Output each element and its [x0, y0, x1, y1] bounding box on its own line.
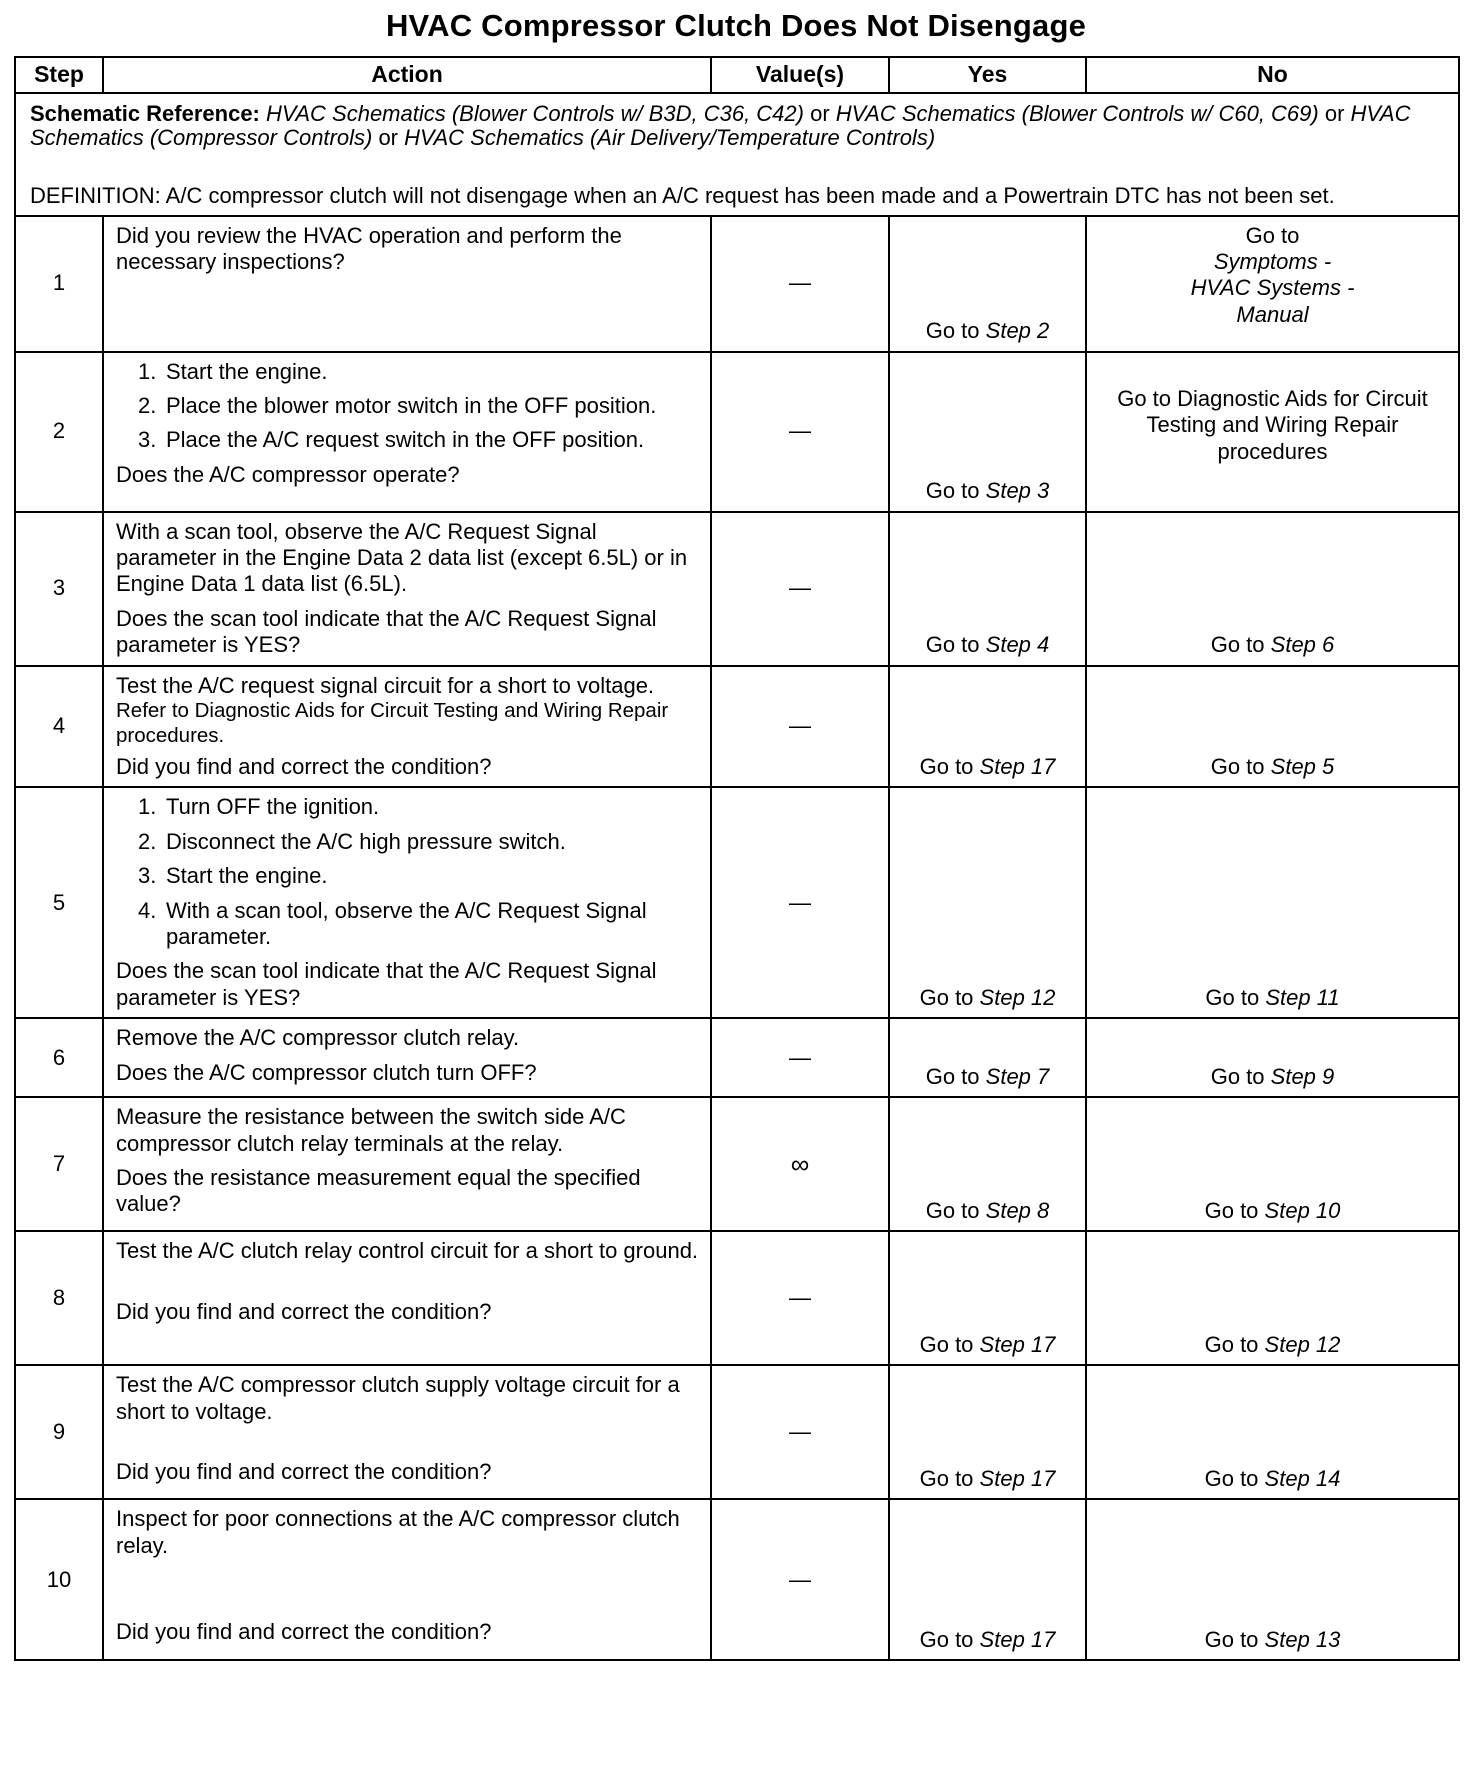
header-values: Value(s)	[711, 57, 889, 93]
no-link-line[interactable]: HVAC Systems -	[1190, 275, 1355, 301]
header-step: Step	[15, 57, 103, 93]
step-number: 5	[15, 787, 103, 1018]
action-step-item: 3. Place the A/C request switch in the OFF position.	[138, 427, 645, 453]
table-row	[15, 352, 1459, 512]
yes-step-link[interactable]: Step 17	[979, 1626, 1056, 1652]
action-text: Test the A/C clutch relay control circuit for a short to ground.	[116, 1238, 699, 1264]
goto-text: Go to	[1210, 1063, 1265, 1089]
action-cell	[103, 1365, 711, 1499]
action-text: Remove the A/C compressor clutch relay.	[116, 1025, 520, 1051]
goto-text: Go to	[925, 632, 980, 658]
action-question: Did you find and correct the condition?	[116, 1298, 492, 1324]
yes-step-link[interactable]: Step 7	[985, 1063, 1050, 1089]
value-cell: —	[711, 216, 889, 352]
table-row	[15, 1365, 1459, 1499]
no-step-link[interactable]: Step 5	[1270, 754, 1335, 780]
no-reference-link[interactable]: Go to Diagnostic Aids for Circuit Testing and Wiring Repair procedures	[1117, 385, 1428, 464]
goto-text: Go to	[1205, 984, 1260, 1010]
action-step-item: 1. Turn OFF the ignition.	[138, 794, 380, 820]
header-row	[15, 57, 1459, 93]
no-cell	[1086, 352, 1459, 512]
yes-cell	[889, 666, 1086, 788]
step-number: 7	[15, 1097, 103, 1231]
schematic-reference	[30, 102, 1446, 150]
goto-text: Go to	[919, 1626, 974, 1652]
header-action: Action	[103, 57, 711, 93]
action-question: Did you review the HVAC operation and perform the necessary inspections?	[116, 222, 622, 274]
action-cell	[103, 1499, 711, 1660]
action-question: Did you find and correct the condition?	[116, 1459, 492, 1484]
step-number: 3	[15, 512, 103, 666]
step-number: 9	[15, 1365, 103, 1499]
value-cell: —	[711, 787, 889, 1018]
schematic-ref-4: HVAC Schematics (Air Delivery/Temperature Controls)	[404, 125, 936, 151]
yes-cell	[889, 512, 1086, 666]
table-row	[15, 216, 1459, 352]
info-row	[15, 93, 1459, 216]
goto-text: Go to	[925, 478, 980, 504]
action-question: Did you find and correct the condition?	[116, 754, 492, 780]
action-cell	[103, 216, 711, 352]
yes-cell	[889, 352, 1086, 512]
goto-text: Go to	[925, 1197, 980, 1223]
goto-text: Go to	[919, 754, 974, 780]
action-step-item: 2. Disconnect the A/C high pressure switch.	[138, 828, 566, 854]
action-cell	[103, 1231, 711, 1365]
schematic-ref-1: HVAC Schematics (Blower Controls w/ B3D, C36, C42)	[266, 101, 804, 126]
goto-text: Go to	[1210, 632, 1265, 658]
no-cell	[1086, 1018, 1459, 1097]
value-cell: —	[711, 1499, 889, 1660]
action-steps	[116, 794, 700, 950]
action-cell	[103, 1018, 711, 1097]
step-number: 4	[15, 666, 103, 788]
goto-text: Go to	[1204, 1465, 1259, 1491]
step-number: 8	[15, 1231, 103, 1365]
action-question: Does the A/C compressor operate?	[116, 461, 460, 487]
value-cell: ∞	[711, 1097, 889, 1231]
action-step-item: 1. Start the engine.	[138, 358, 328, 384]
or-text: or	[378, 125, 398, 151]
no-step-link[interactable]: Step 11	[1265, 984, 1340, 1010]
yes-cell	[889, 216, 1086, 352]
value-cell: —	[711, 1018, 889, 1097]
action-text: Test the A/C compressor clutch supply voltage circuit for a short to voltage.	[116, 1372, 680, 1424]
no-cell	[1086, 216, 1459, 352]
action-question: Did you find and correct the condition?	[116, 1619, 492, 1644]
no-step-link[interactable]: Step 12	[1264, 1331, 1341, 1357]
goto-text: Go to	[919, 984, 974, 1010]
no-step-link[interactable]: Step 13	[1264, 1626, 1341, 1652]
no-cell	[1086, 1231, 1459, 1365]
table-row	[15, 1231, 1459, 1365]
action-steps	[116, 359, 700, 454]
table-row	[15, 1018, 1459, 1097]
yes-step-link[interactable]: Step 2	[985, 318, 1050, 344]
no-cell	[1086, 512, 1459, 666]
schematic-ref-3: HVAC Schematics (Compressor Controls)	[30, 101, 1411, 151]
goto-text: Go to	[1210, 754, 1265, 780]
yes-step-link[interactable]: Step 17	[979, 1331, 1056, 1357]
yes-cell	[889, 1018, 1086, 1097]
no-cell	[1086, 787, 1459, 1018]
goto-text: Go to	[925, 318, 980, 344]
goto-text: Go to	[1204, 1197, 1259, 1223]
table-row	[15, 787, 1459, 1018]
action-step-item: 3. Start the engine.	[138, 863, 328, 889]
no-cell	[1086, 1499, 1459, 1660]
value-cell: —	[711, 1365, 889, 1499]
no-step-link[interactable]: Step 14	[1264, 1465, 1341, 1491]
no-cell	[1086, 1365, 1459, 1499]
schematic-ref-2: HVAC Schematics (Blower Controls w/ C60, C69)	[835, 101, 1319, 126]
value-cell: —	[711, 352, 889, 512]
value-cell: —	[711, 1231, 889, 1365]
definition-text: DEFINITION: A/C compressor clutch will not disengage when an A/C request has been made and a Powertrain DTC has not been set.	[30, 183, 1335, 209]
or-text: or	[810, 101, 830, 126]
step-number: 1	[15, 216, 103, 352]
table-row	[15, 1499, 1459, 1660]
action-text: Test the A/C request signal circuit for a short to voltage.	[116, 672, 655, 698]
goto-text: Go to	[919, 1331, 974, 1357]
yes-step-link[interactable]: Step 3	[985, 478, 1050, 504]
no-step-link[interactable]: Step 10	[1264, 1197, 1341, 1223]
yes-cell	[889, 787, 1086, 1018]
no-link-line[interactable]: Manual	[1236, 301, 1309, 327]
yes-step-link[interactable]: Step 4	[985, 632, 1050, 658]
goto-text: Go to	[919, 1465, 974, 1491]
action-question: Does the A/C compressor clutch turn OFF?	[116, 1059, 537, 1085]
action-cell	[103, 1097, 711, 1231]
step-number: 10	[15, 1499, 103, 1660]
yes-cell	[889, 1097, 1086, 1231]
value-cell: —	[711, 666, 889, 788]
or-text: or	[1324, 101, 1345, 126]
yes-step-link[interactable]: Step 17	[979, 754, 1056, 780]
table-row	[15, 666, 1459, 788]
yes-cell	[889, 1365, 1086, 1499]
header-yes: Yes	[889, 57, 1086, 93]
no-cell	[1086, 666, 1459, 788]
no-cell	[1086, 1097, 1459, 1231]
action-note: Refer to Diagnostic Aids for Circuit Testing and Wiring Repair procedures.	[116, 698, 669, 747]
goto-text: Go to	[925, 1063, 980, 1089]
value-cell: —	[711, 512, 889, 666]
goto-text: Go to	[1204, 1331, 1259, 1357]
yes-step-link[interactable]: Step 12	[979, 984, 1056, 1010]
action-cell	[103, 787, 711, 1018]
table-row	[15, 1097, 1459, 1231]
no-link-line[interactable]: Symptoms -	[1213, 248, 1332, 274]
yes-step-link[interactable]: Step 17	[979, 1465, 1056, 1491]
action-text: Measure the resistance between the switch side A/C compressor clutch relay terminals at the relay.	[116, 1104, 626, 1156]
action-question: Does the resistance measurement equal the specified value?	[116, 1165, 641, 1217]
page-title: HVAC Compressor Clutch Does Not Disengage	[385, 8, 1087, 43]
yes-cell	[889, 1499, 1086, 1660]
action-question: Does the scan tool indicate that the A/C Request Signal parameter is YES?	[116, 605, 657, 658]
step-number: 2	[15, 352, 103, 512]
diagnostic-table	[14, 56, 1460, 1661]
action-text: Inspect for poor connections at the A/C compressor clutch relay.	[116, 1506, 680, 1558]
info-cell	[15, 93, 1459, 216]
table-row	[15, 512, 1459, 666]
no-step-link[interactable]: Step 9	[1270, 1063, 1335, 1089]
yes-cell	[889, 1231, 1086, 1365]
goto-text: Go to	[1204, 1626, 1259, 1652]
action-cell	[103, 512, 711, 666]
action-step-item: 4. With a scan tool, observe the A/C Request Signal parameter.	[138, 897, 647, 950]
yes-step-link[interactable]: Step 8	[985, 1197, 1050, 1223]
schematic-label: Schematic Reference:	[30, 101, 260, 126]
action-question: Does the scan tool indicate that the A/C Request Signal parameter is YES?	[116, 958, 657, 1010]
no-step-link[interactable]: Step 6	[1270, 632, 1335, 658]
action-text: With a scan tool, observe the A/C Request Signal parameter in the Engine Data 2 data list (except 6.5L) or in Engine Data 1 data list (6.5L).	[116, 518, 688, 597]
action-step-item: 2. Place the blower motor switch in the OFF position.	[138, 392, 657, 418]
action-cell	[103, 352, 711, 512]
header-no: No	[1086, 57, 1459, 93]
action-cell	[103, 666, 711, 788]
step-number: 6	[15, 1018, 103, 1097]
no-line: Go to	[1245, 222, 1300, 248]
